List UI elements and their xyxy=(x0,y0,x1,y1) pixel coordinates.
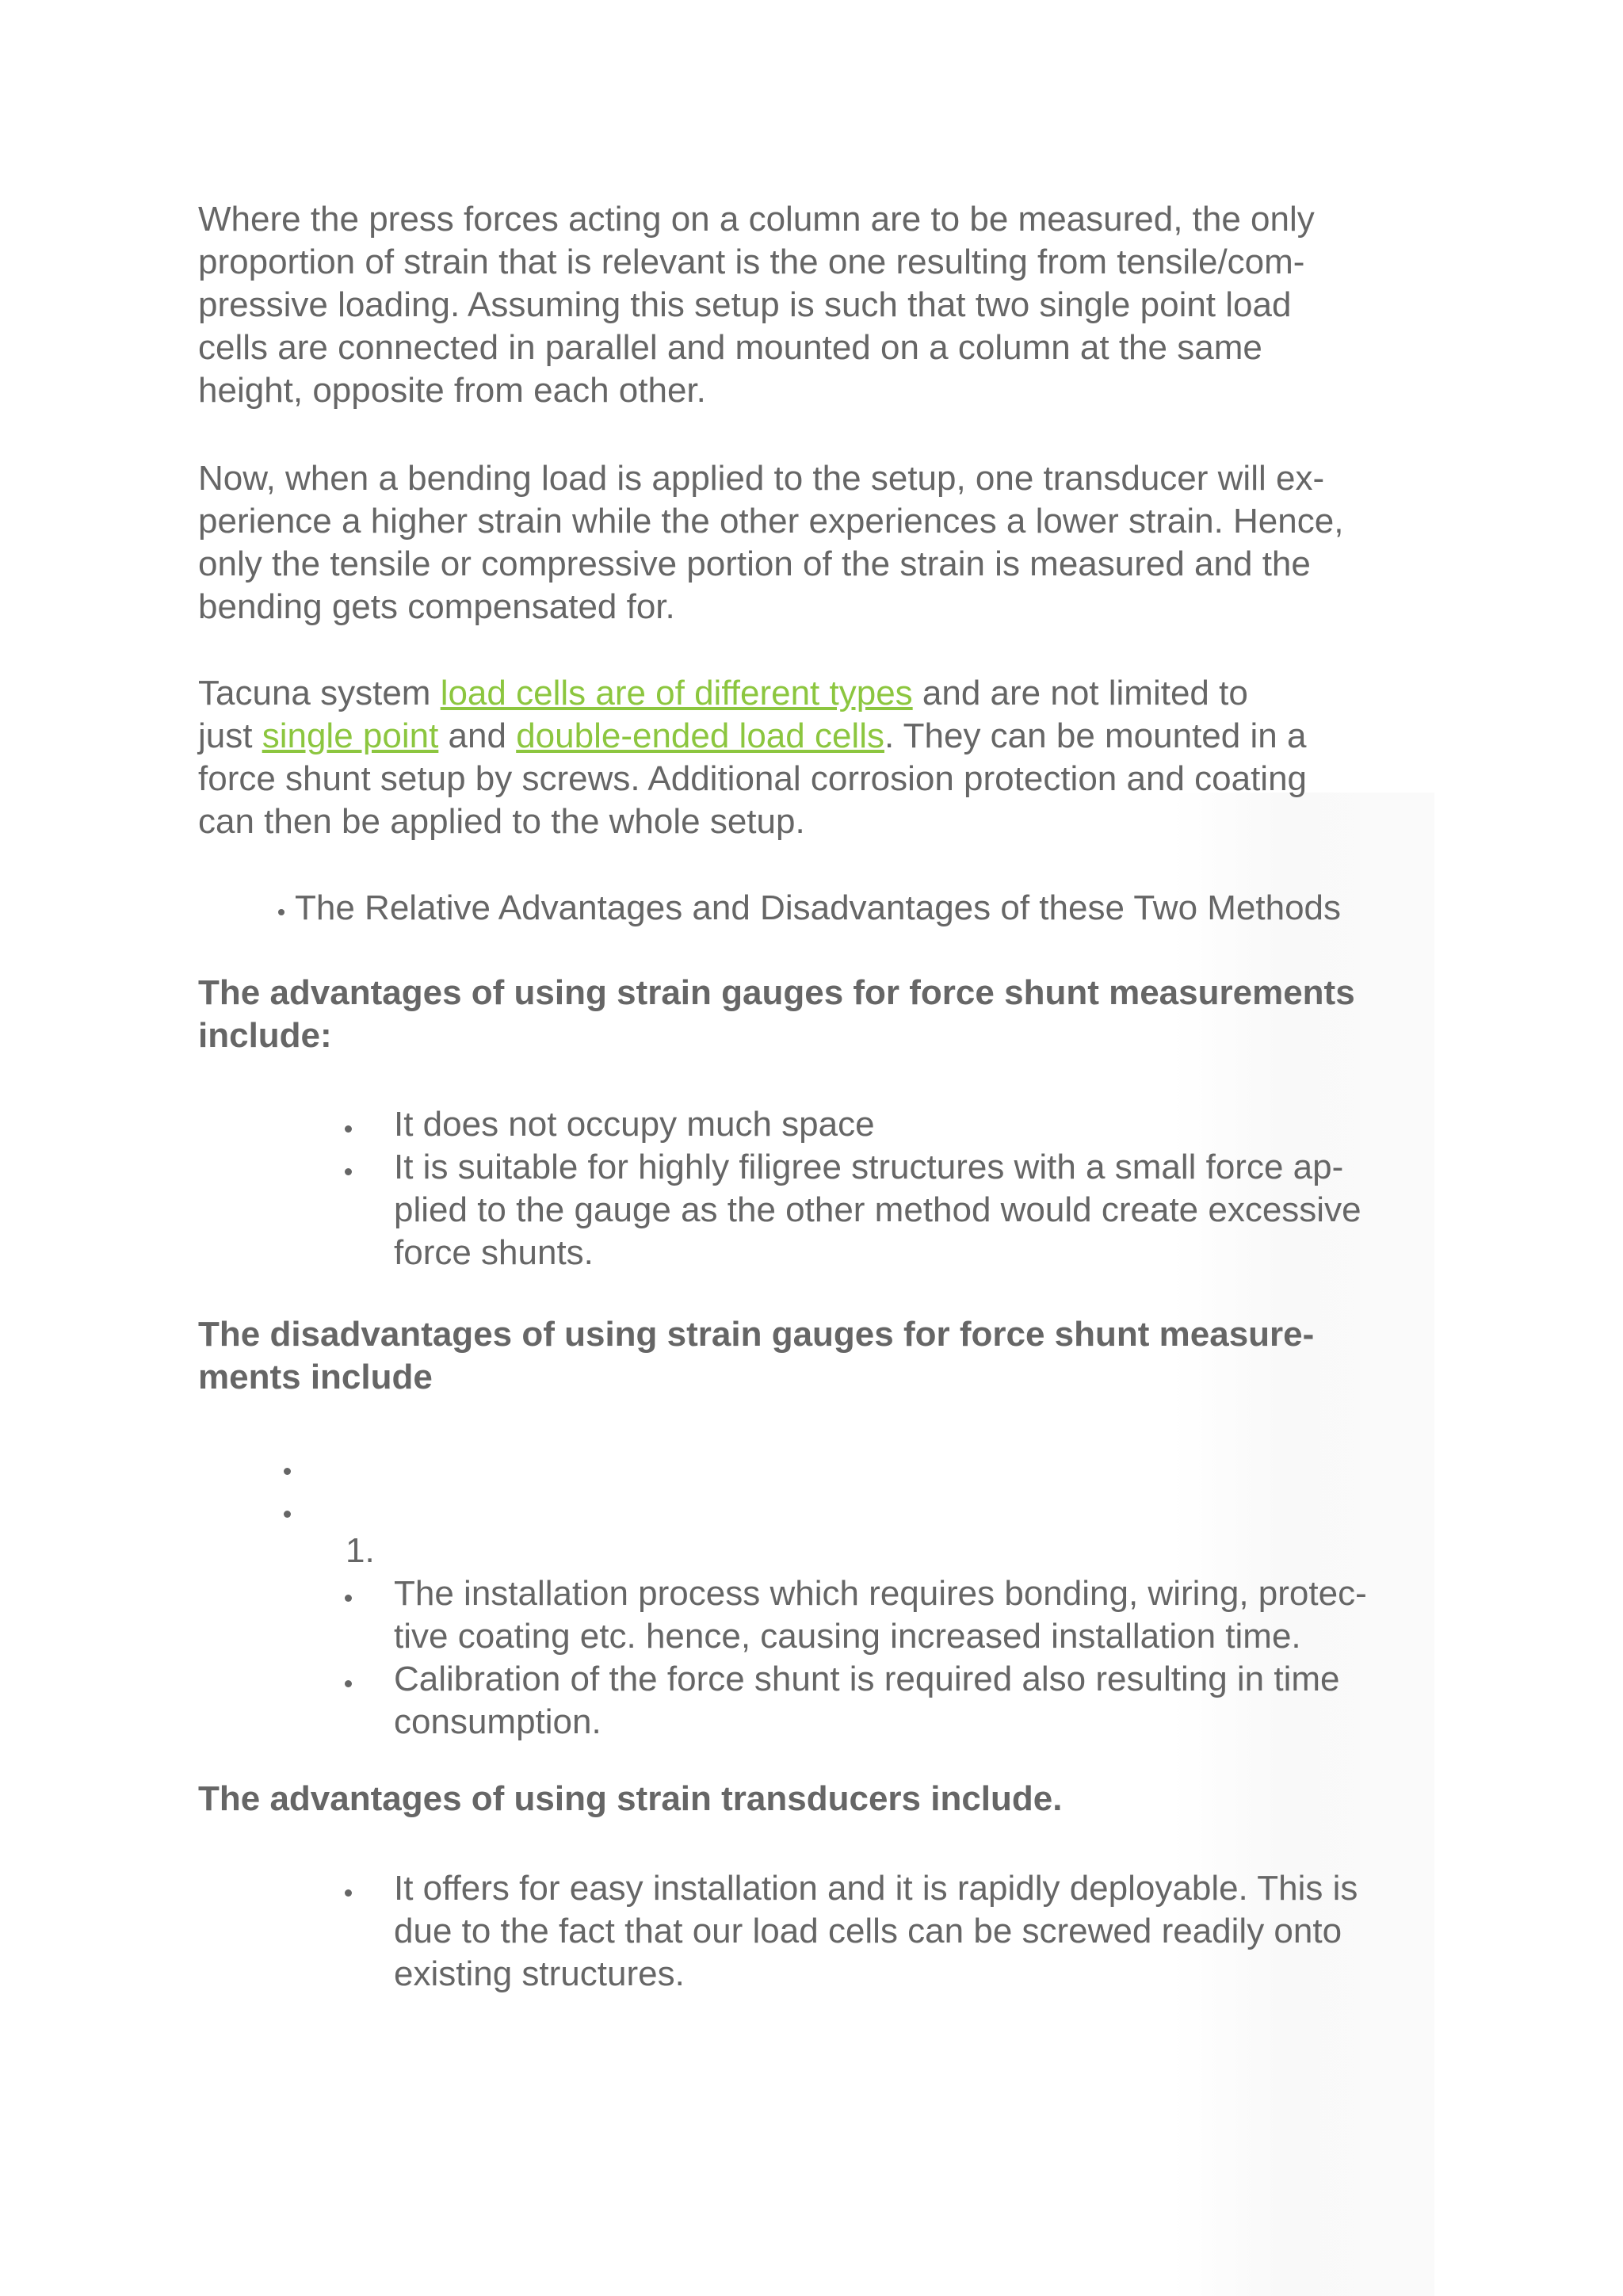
heading-line: include: xyxy=(198,1016,332,1055)
text-line: force shunt setup by screws. Additional corrosion protection and coating xyxy=(198,759,1308,798)
text-line: Calibration of the force shunt is required also resulting in time xyxy=(394,1660,1340,1698)
paragraph-tacuna-system xyxy=(198,672,1434,843)
text-run: and are not limited to xyxy=(912,674,1248,712)
bullet-dot xyxy=(345,1889,352,1897)
list-item xyxy=(394,1572,1367,1658)
text-line: height, opposite from each other. xyxy=(198,371,706,410)
text-line: pressive loading. Assuming this setup is such that two single point load xyxy=(198,285,1292,324)
text-line: perience a higher strain while the other experiences a lower strain. Hence, xyxy=(198,502,1344,541)
text-line: tive coating etc. hence, causing increased installation time. xyxy=(394,1617,1301,1656)
bullet-dot xyxy=(278,909,285,915)
list-item xyxy=(394,1658,1340,1744)
text-run: Tacuna system xyxy=(198,674,441,712)
heading-line: The advantages of using strain gauges for force shunt measurements xyxy=(198,973,1355,1012)
text-line: only the tensile or compressive portion of the strain is measured and the xyxy=(198,544,1311,583)
list-item xyxy=(394,1103,875,1146)
text-line: existing structures. xyxy=(394,1954,685,1993)
text-line: It does not occupy much space xyxy=(394,1105,875,1144)
text-line: proportion of strain that is relevant is the one resulting from tensile/com- xyxy=(198,243,1305,281)
text-line: bending gets compensated for. xyxy=(198,587,675,626)
heading-line: The advantages of using strain transducers include. xyxy=(198,1779,1063,1818)
list-item xyxy=(394,1146,1361,1274)
text-line: Where the press forces acting on a column are to be measured, the only xyxy=(198,200,1315,239)
section-title-bullet: The Relative Advantages and Disadvantages of these Two Methods xyxy=(295,888,1342,927)
text-line: cells are connected in parallel and mounted on a column at the same xyxy=(198,328,1262,367)
text-run: just xyxy=(198,716,262,755)
bullet-dot xyxy=(345,1125,352,1133)
text-line: Now, when a bending load is applied to the setup, one transducer will ex- xyxy=(198,459,1325,498)
bullet-dot xyxy=(345,1680,352,1687)
heading-disadvantages-strain-gauges xyxy=(198,1313,1434,1399)
list-item xyxy=(394,1867,1358,1996)
text-line xyxy=(198,672,1434,715)
link-single-point[interactable]: single point xyxy=(262,716,439,755)
text-line: can then be applied to the whole setup. xyxy=(198,802,805,841)
empty-bullet-dot xyxy=(284,1468,291,1475)
heading-advantages-strain-transducers xyxy=(198,1778,1434,1820)
link-load-cell-types[interactable]: load cells are of different types xyxy=(440,674,913,712)
text-line: It is suitable for highly filigree structures with a small force ap- xyxy=(394,1148,1344,1186)
text-line: force shunts. xyxy=(394,1233,594,1272)
text-run: . They can be mounted in a xyxy=(884,716,1307,755)
paragraph-press-forces xyxy=(198,198,1434,412)
text-line: plied to the gauge as the other method would create excessive xyxy=(394,1190,1361,1229)
bullet-dot xyxy=(345,1595,352,1602)
text-line: The installation process which requires bonding, wiring, protec- xyxy=(394,1574,1367,1613)
numbered-list-marker: 1. xyxy=(346,1531,375,1570)
text-line: due to the fact that our load cells can be screwed readily onto xyxy=(394,1912,1342,1950)
text-line: consumption. xyxy=(394,1702,601,1741)
empty-bullet-dot xyxy=(284,1511,291,1518)
text-run: and xyxy=(438,716,517,755)
paragraph-bending-load xyxy=(198,457,1434,628)
bullet-dot xyxy=(345,1168,352,1175)
heading-advantages-strain-gauges xyxy=(198,972,1434,1057)
text-line: It offers for easy installation and it is rapidly deployable. This is xyxy=(394,1869,1358,1908)
text-line xyxy=(198,715,1434,758)
heading-line: The disadvantages of using strain gauges for force shunt measure- xyxy=(198,1315,1315,1354)
heading-line: ments include xyxy=(198,1358,433,1396)
link-double-ended-load-cells[interactable]: double-ended load cells xyxy=(516,716,884,755)
